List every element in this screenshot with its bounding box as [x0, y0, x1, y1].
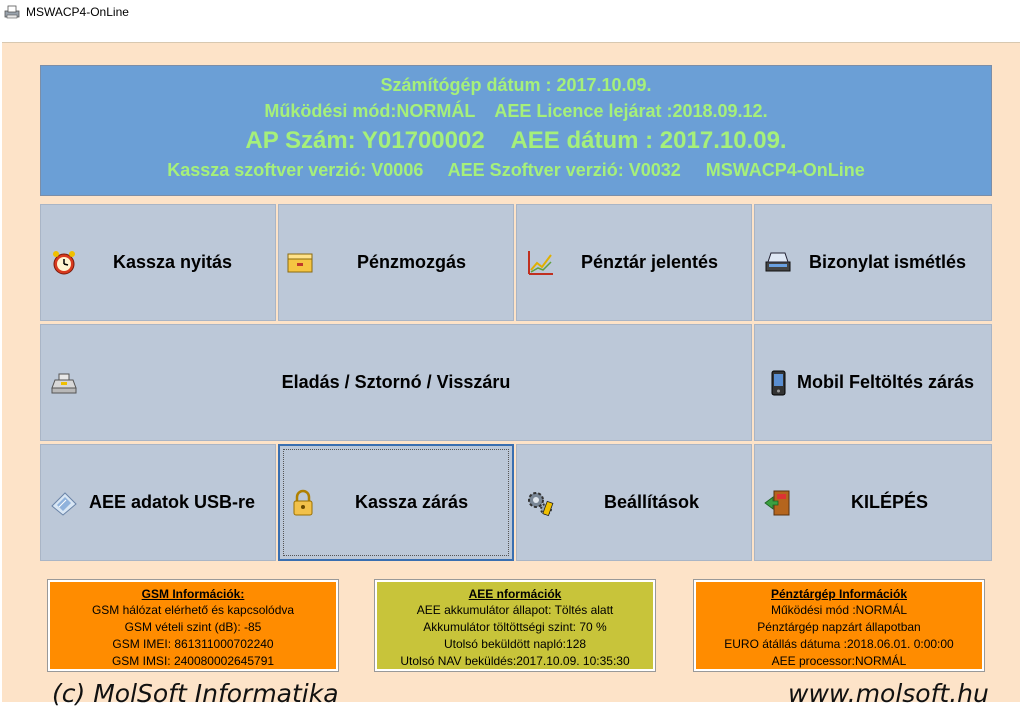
gsm-row: GSM IMSI: 240080002645791: [111, 654, 275, 668]
mobile-phone-icon: [763, 368, 793, 398]
kassza-nyitas-label: Kassza nyitás: [113, 252, 233, 272]
gsm-row: GSM vételi szint (dB): -85: [124, 620, 262, 634]
eladas-sztorno-visszaru-button[interactable]: [40, 324, 752, 441]
computer-date: Számítógép dátum : 2017.10.09.: [380, 75, 652, 95]
usb-drive-icon: [49, 488, 79, 518]
penztargep-info-panel: [694, 580, 984, 671]
window-titlebar: [0, 0, 1024, 24]
status-header: [40, 65, 992, 196]
beallitasok-label: Beállítások: [604, 492, 700, 512]
kassza-zaras-label: Kassza zárás: [355, 492, 469, 512]
gsm-row: GSM IMEI: 861311000702240: [112, 637, 274, 651]
penztargep-row: Működési mód :NORMÁL: [770, 603, 908, 617]
beallitasok-button[interactable]: [516, 444, 752, 561]
cash-box-icon: [285, 248, 315, 278]
aee-row: AEE akkumulátor állapot: Töltés alatt: [416, 603, 614, 617]
gsm-info-title: GSM Információk:: [141, 587, 245, 601]
aee-usb-button[interactable]: [40, 444, 276, 561]
ap-number-aee-date: AP Szám: Y01700002 AEE dátum : 2017.10.09.: [245, 127, 787, 154]
kassza-zaras-button[interactable]: [278, 444, 514, 561]
gsm-row: GSM hálózat elérhető és kapcsolódva: [91, 603, 295, 617]
aee-row: Utolsó NAV beküldés:2017.10.09. 10:35:30: [400, 654, 630, 668]
copyright-text: (c) MolSoft Informatika: [52, 679, 339, 708]
kilepes-label: KILÉPÉS: [851, 492, 929, 512]
gears-icon: [525, 488, 555, 518]
aee-row: Utolsó beküldött napló:128: [443, 637, 587, 651]
penztargep-row: AEE processor:NORMÁL: [771, 654, 907, 668]
penztar-jelentes-label: Pénztár jelentés: [581, 252, 719, 272]
main-window: [2, 42, 1020, 708]
bizonylat-ismetles-button[interactable]: [754, 204, 992, 321]
kassza-nyitas-button[interactable]: [40, 204, 276, 321]
bizonylat-ismetles-label: Bizonylat ismétlés: [809, 252, 967, 272]
penztar-jelentes-button[interactable]: [516, 204, 752, 321]
penztargep-info-title: Pénztárgép Információk: [770, 587, 908, 601]
printer-icon: [4, 5, 20, 19]
penztargep-row: EURO átállás dátuma :2018.06.01. 0:00:00: [724, 637, 954, 651]
exit-door-icon: [763, 488, 793, 518]
penzmozgas-button[interactable]: [278, 204, 514, 321]
kilepes-button[interactable]: [754, 444, 992, 561]
software-versions: Kassza szoftver verzió: V0006 AEE Szoftver verzió: V0032 MSWACP4-OnLine: [167, 160, 865, 180]
gsm-info-panel: [48, 580, 338, 671]
penzmozgas-label: Pénzmozgás: [357, 252, 467, 272]
aee-row: Akkumulátor töltöttségi szint: 70 %: [423, 620, 607, 634]
window-title: MSWACP4-OnLine: [26, 5, 129, 19]
eladas-label: Eladás / Sztornó / Visszáru: [281, 372, 511, 392]
operation-mode-licence: Működési mód:NORMÁL AEE Licence lejárat :2018.09.12.: [264, 101, 768, 121]
scanner-icon: [763, 248, 793, 278]
padlock-icon: [288, 488, 318, 518]
mobil-feltoltes-zaras-button[interactable]: [754, 324, 992, 441]
website-text: www.molsoft.hu: [788, 679, 989, 708]
penztargep-row: Pénztárgép napzárt állapotban: [757, 620, 921, 634]
aee-info-panel: [375, 580, 655, 671]
line-chart-icon: [525, 248, 555, 278]
mobil-feltoltes-label: Mobil Feltöltés zárás: [797, 372, 975, 392]
aee-info-title: AEE nformációk: [468, 587, 562, 601]
aee-usb-label: AEE adatok USB-re: [89, 492, 256, 512]
alarm-clock-icon: [49, 248, 79, 278]
